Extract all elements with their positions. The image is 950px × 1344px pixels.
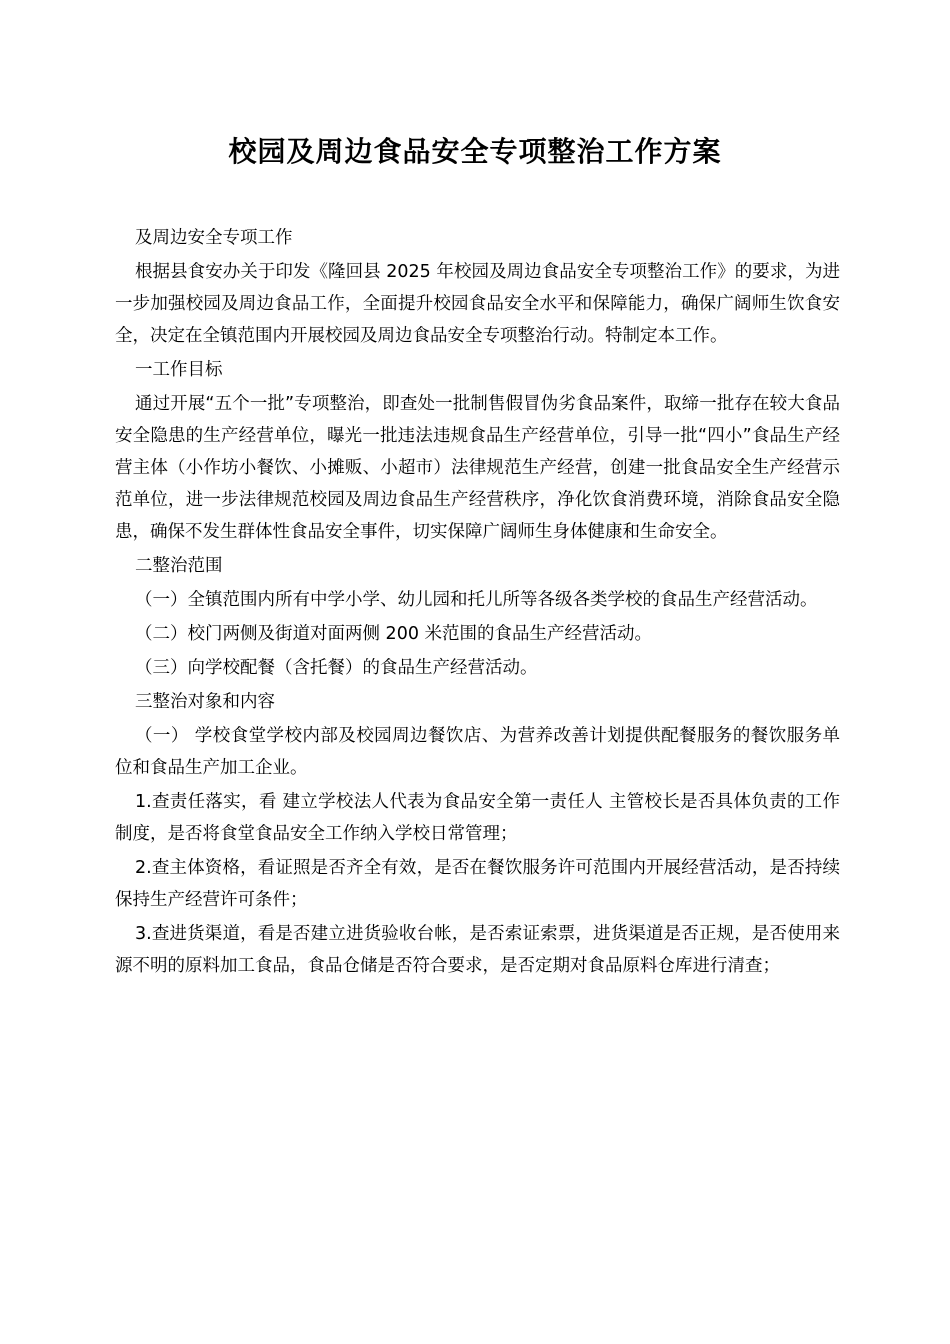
section-heading-goals: 一工作目标 xyxy=(135,360,223,380)
check-item-1: 1.查责任落实，看 建立学校法人代表为食品安全第一责任人 主管校长是否具体负责的工作制度，是否将食堂食品安全工作纳入学校日常管理； xyxy=(115,792,840,844)
targets-item-1: （一） 学校食堂学校内部及校园周边餐饮店、为营养改善计划提供配餐服务的餐饮服务单位和食品生产加工企业。 xyxy=(115,726,840,778)
scope-item-3: （三）向学校配餐（含托餐）的食品生产经营活动。 xyxy=(135,658,538,678)
check-item-2: 2.查主体资格，看证照是否齐全有效，是否在餐饮服务许可范围内开展经营活动，是否持续保持生产经营许可条件； xyxy=(115,858,840,910)
scope-item-2: （二）校门两侧及街道对面两侧 200 米范围的食品生产经营活动。 xyxy=(135,624,653,644)
document-title: 校园及周边食品安全专项整治工作方案 xyxy=(228,135,722,168)
intro-line: 及周边安全专项工作 xyxy=(135,228,293,248)
check-item-3: 3.查进货渠道，看是否建立进货验收台帐，是否索证索票，进货渠道是否正规，是否使用来源不明的原料加工食品，食品仓储是否符合要求，是否定期对食品原料仓库进行清查； xyxy=(115,924,840,976)
goals-paragraph: 通过开展“五个一批”专项整治，即查处一批制售假冒伪劣食品案件，取缔一批存在较大食品安全隐患的生产经营单位，曝光一批违法违规食品生产经营单位，引导一批“四小”食品生产经营主体（小作坊小餐饮、小摊贩、小超市）法律规范生产经营，创建一批食品安全生产经营示范单位，进一步法律规范校园及周边食品生产经营秩序，净化饮食消费环境，消除食品安全隐患，确保不发生群体性食品安全事件，切实保障广阔师生身体健康和生命安全。 xyxy=(115,394,840,542)
intro-paragraph: 根据县食安办关于印发《隆回县 2025 年校园及周边食品安全专项整治工作》的要求，为进一步加强校园及周边食品工作，全面提升校园食品安全水平和保障能力，确保广阔师生饮食安全，决定在全镇范围内开展校园及周边食品安全专项整治行动。特制定本工作。 xyxy=(115,262,840,346)
document-body xyxy=(115,222,840,984)
scope-item-1: （一）全镇范围内所有中学小学、幼儿园和托儿所等各级各类学校的食品生产经营活动。 xyxy=(135,590,818,610)
section-heading-scope: 二整治范围 xyxy=(135,556,223,576)
section-heading-targets: 三整治对象和内容 xyxy=(135,692,275,712)
